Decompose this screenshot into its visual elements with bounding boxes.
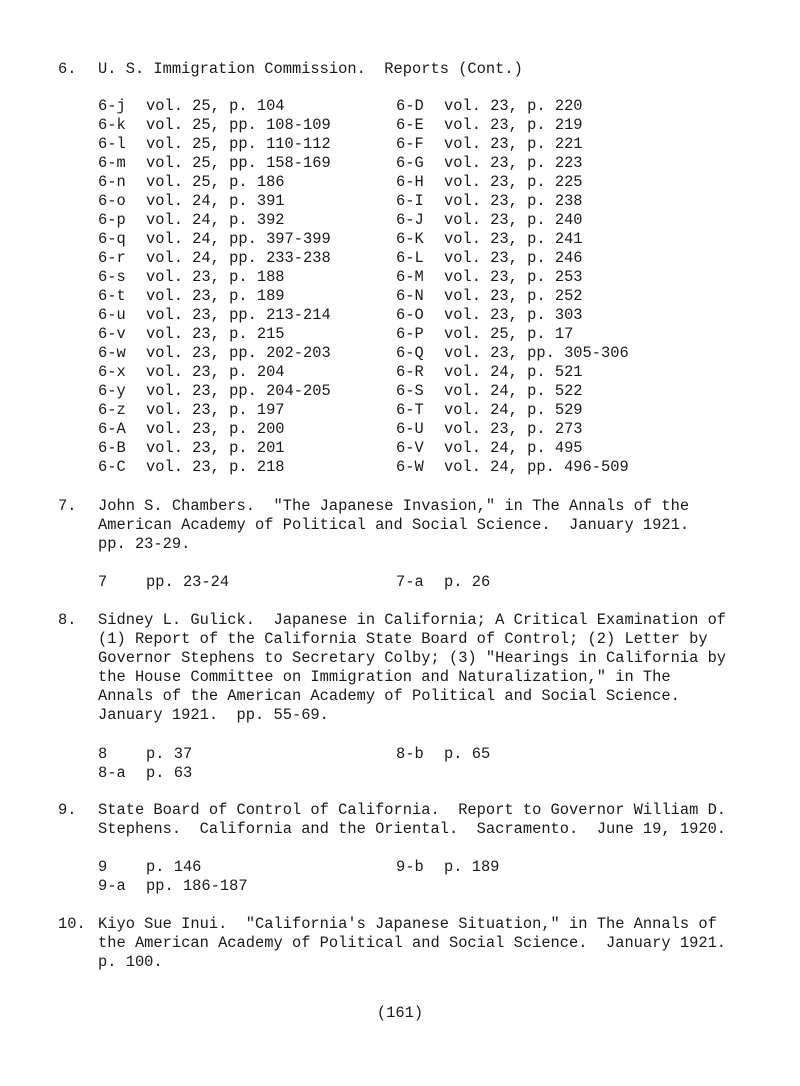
reference-column-right bbox=[396, 858, 499, 877]
reference-code: 6-u bbox=[98, 306, 126, 324]
reference-item bbox=[98, 249, 331, 268]
reference-code: 6-x bbox=[98, 363, 126, 381]
reference-code: 8 bbox=[98, 745, 108, 763]
reference-item bbox=[98, 325, 331, 344]
reference-location: vol. 23, p. 204 bbox=[146, 363, 285, 381]
reference-code: 6-N bbox=[396, 287, 424, 305]
reference-location: vol. 24, p. 391 bbox=[146, 192, 285, 210]
reference-code: 6-F bbox=[396, 135, 424, 153]
citation-line: (1) Report of the California State Board of Control; (2) Letter by bbox=[98, 630, 708, 648]
reference-location: vol. 23, p. 273 bbox=[444, 420, 583, 438]
citation-line: John S. Chambers. "The Japanese Invasion," in The Annals of the bbox=[98, 497, 690, 515]
reference-item bbox=[98, 745, 192, 764]
reference-location: vol. 23, p. 241 bbox=[444, 230, 583, 248]
reference-item bbox=[98, 97, 331, 116]
reference-item bbox=[98, 211, 331, 230]
reference-code: 6-E bbox=[396, 116, 424, 134]
entry-number: 8. bbox=[58, 611, 77, 629]
reference-item bbox=[396, 439, 629, 458]
reference-code: 8-b bbox=[396, 745, 424, 763]
reference-item bbox=[98, 363, 331, 382]
reference-item bbox=[396, 268, 629, 287]
reference-item bbox=[396, 458, 629, 477]
reference-code: 6-D bbox=[396, 97, 424, 115]
reference-item bbox=[396, 382, 629, 401]
citation-line: p. 100. bbox=[98, 953, 163, 971]
reference-code: 6-p bbox=[98, 211, 126, 229]
reference-location: vol. 23, pp. 204-205 bbox=[146, 382, 331, 400]
reference-item bbox=[396, 363, 629, 382]
reference-code: 6-S bbox=[396, 382, 424, 400]
reference-code: 6-v bbox=[98, 325, 126, 343]
reference-location: vol. 23, p. 221 bbox=[444, 135, 583, 153]
reference-code: 6-q bbox=[98, 230, 126, 248]
reference-code: 6-s bbox=[98, 268, 126, 286]
reference-item bbox=[98, 401, 331, 420]
citation-line: the House Committee on Immigration and Naturalization," in The bbox=[98, 668, 671, 686]
reference-location: vol. 23, p. 223 bbox=[444, 154, 583, 172]
reference-location: vol. 23, p. 189 bbox=[146, 287, 285, 305]
reference-location: vol. 23, p. 200 bbox=[146, 420, 285, 438]
reference-item bbox=[396, 287, 629, 306]
reference-item bbox=[396, 97, 629, 116]
citation-line: American Academy of Political and Social Science. January 1921. bbox=[98, 516, 690, 534]
reference-item bbox=[396, 306, 629, 325]
reference-item bbox=[396, 211, 629, 230]
reference-item bbox=[396, 344, 629, 363]
reference-location: vol. 23, p. 252 bbox=[444, 287, 583, 305]
reference-code: 7-a bbox=[396, 573, 424, 591]
reference-column-right bbox=[396, 745, 490, 764]
reference-code: 6-T bbox=[396, 401, 424, 419]
reference-column-left bbox=[98, 573, 229, 592]
reference-location: p. 26 bbox=[444, 573, 491, 591]
reference-code: 6-V bbox=[396, 439, 424, 457]
reference-code: 6-m bbox=[98, 154, 126, 172]
reference-code: 6-O bbox=[396, 306, 424, 324]
entry-citation bbox=[98, 60, 768, 79]
reference-location: vol. 24, pp. 397-399 bbox=[146, 230, 331, 248]
reference-item bbox=[396, 325, 629, 344]
reference-code: 6-w bbox=[98, 344, 126, 362]
entry-9-references bbox=[98, 858, 738, 896]
reference-location: p. 37 bbox=[146, 745, 193, 763]
reference-item bbox=[98, 573, 229, 592]
reference-item bbox=[396, 154, 629, 173]
entry-8-references bbox=[98, 745, 738, 783]
entry-citation bbox=[98, 611, 768, 725]
reference-item bbox=[98, 344, 331, 363]
citation-line: Stephens. California and the Oriental. Sacramento. June 19, 1920. bbox=[98, 820, 727, 838]
reference-location: vol. 23, p. 303 bbox=[444, 306, 583, 324]
citation-line: Annals of the American Academy of Political and Social Science. bbox=[98, 687, 680, 705]
entry-citation bbox=[98, 497, 768, 554]
entry-number: 10. bbox=[58, 915, 86, 933]
reference-location: vol. 25, pp. 158-169 bbox=[146, 154, 331, 172]
reference-code: 6-L bbox=[396, 249, 424, 267]
reference-code: 9 bbox=[98, 858, 108, 876]
reference-location: p. 189 bbox=[444, 858, 500, 876]
reference-item bbox=[396, 858, 499, 877]
reference-location: vol. 23, p. 225 bbox=[444, 173, 583, 191]
reference-item bbox=[98, 268, 331, 287]
reference-code: 6-r bbox=[98, 249, 126, 267]
reference-location: vol. 24, p. 529 bbox=[444, 401, 583, 419]
reference-location: vol. 25, p. 104 bbox=[146, 97, 285, 115]
reference-location: vol. 25, p. 17 bbox=[444, 325, 574, 343]
reference-location: vol. 24, pp. 233-238 bbox=[146, 249, 331, 267]
entry-7-references bbox=[98, 573, 738, 592]
reference-location: vol. 23, p. 197 bbox=[146, 401, 285, 419]
entry-citation bbox=[98, 915, 768, 972]
citation-line: Kiyo Sue Inui. "California's Japanese Situation," in The Annals of bbox=[98, 915, 717, 933]
reference-item bbox=[396, 116, 629, 135]
reference-code: 6-z bbox=[98, 401, 126, 419]
reference-item bbox=[396, 573, 490, 592]
reference-location: pp. 23-24 bbox=[146, 573, 230, 591]
reference-code: 8-a bbox=[98, 764, 126, 782]
reference-location: vol. 25, pp. 108-109 bbox=[146, 116, 331, 134]
reference-code: 6-H bbox=[396, 173, 424, 191]
reference-item bbox=[396, 249, 629, 268]
reference-location: vol. 24, pp. 496-509 bbox=[444, 458, 629, 476]
reference-code: 6-y bbox=[98, 382, 126, 400]
reference-code: 6-R bbox=[396, 363, 424, 381]
reference-item bbox=[98, 877, 248, 896]
reference-location: vol. 23, p. 238 bbox=[444, 192, 583, 210]
reference-item bbox=[98, 439, 331, 458]
reference-location: vol. 25, pp. 110-112 bbox=[146, 135, 331, 153]
reference-location: vol. 23, pp. 202-203 bbox=[146, 344, 331, 362]
reference-item bbox=[396, 173, 629, 192]
reference-location: vol. 23, pp. 213-214 bbox=[146, 306, 331, 324]
reference-location: vol. 24, p. 495 bbox=[444, 439, 583, 457]
reference-location: vol. 23, p. 240 bbox=[444, 211, 583, 229]
citation-line: Sidney L. Gulick. Japanese in California; A Critical Examination of bbox=[98, 611, 727, 629]
reference-code: 6-J bbox=[396, 211, 424, 229]
reference-item bbox=[98, 764, 192, 783]
reference-item bbox=[396, 135, 629, 154]
reference-location: vol. 24, p. 522 bbox=[444, 382, 583, 400]
reference-location: vol. 23, p. 246 bbox=[444, 249, 583, 267]
page-number: (161) bbox=[376, 1004, 424, 1022]
reference-column-left bbox=[98, 745, 192, 783]
reference-location: p. 63 bbox=[146, 764, 193, 782]
reference-location: vol. 23, pp. 305-306 bbox=[444, 344, 629, 362]
reference-code: 6-W bbox=[396, 458, 424, 476]
reference-item bbox=[98, 173, 331, 192]
reference-item bbox=[98, 154, 331, 173]
reference-location: p. 65 bbox=[444, 745, 491, 763]
reference-item bbox=[98, 230, 331, 249]
reference-location: p. 146 bbox=[146, 858, 202, 876]
entry-number: 7. bbox=[58, 497, 77, 515]
citation-line: January 1921. pp. 55-69. bbox=[98, 706, 329, 724]
reference-item bbox=[396, 401, 629, 420]
reference-code: 6-B bbox=[98, 439, 126, 457]
reference-location: vol. 23, p. 188 bbox=[146, 268, 285, 286]
reference-item bbox=[98, 458, 331, 477]
reference-item bbox=[396, 420, 629, 439]
reference-code: 6-U bbox=[396, 420, 424, 438]
entry-citation bbox=[98, 801, 768, 839]
reference-code: 7 bbox=[98, 573, 108, 591]
reference-code: 6-k bbox=[98, 116, 126, 134]
reference-code: 6-C bbox=[98, 458, 126, 476]
reference-location: vol. 23, p. 218 bbox=[146, 458, 285, 476]
reference-location: vol. 23, p. 219 bbox=[444, 116, 583, 134]
reference-column-right bbox=[396, 97, 629, 477]
reference-item bbox=[396, 230, 629, 249]
reference-location: vol. 25, p. 186 bbox=[146, 173, 285, 191]
reference-code: 6-P bbox=[396, 325, 424, 343]
citation-line: pp. 23-29. bbox=[98, 535, 191, 553]
reference-code: 6-Q bbox=[396, 344, 424, 362]
reference-code: 6-G bbox=[396, 154, 424, 172]
citation-line: the American Academy of Political and Social Science. January 1921. bbox=[98, 934, 727, 952]
reference-item bbox=[98, 858, 248, 877]
citation-line: Governor Stephens to Secretary Colby; (3) "Hearings in California by bbox=[98, 649, 727, 667]
reference-column-left bbox=[98, 97, 331, 477]
citation-line: U. S. Immigration Commission. Reports (Cont.) bbox=[98, 60, 523, 78]
reference-item bbox=[98, 192, 331, 211]
reference-code: 6-t bbox=[98, 287, 126, 305]
reference-location: pp. 186-187 bbox=[146, 877, 248, 895]
reference-column-left bbox=[98, 858, 248, 896]
reference-location: vol. 24, p. 521 bbox=[444, 363, 583, 381]
reference-item bbox=[98, 382, 331, 401]
reference-location: vol. 23, p. 220 bbox=[444, 97, 583, 115]
entry-number: 6. bbox=[58, 60, 77, 78]
reference-code: 6-o bbox=[98, 192, 126, 210]
reference-item bbox=[98, 135, 331, 154]
reference-item bbox=[396, 192, 629, 211]
reference-location: vol. 24, p. 392 bbox=[146, 211, 285, 229]
entry-number: 9. bbox=[58, 801, 77, 819]
reference-code: 9-b bbox=[396, 858, 424, 876]
entry-6-references bbox=[98, 97, 738, 477]
citation-line: State Board of Control of California. Report to Governor William D. bbox=[98, 801, 727, 819]
reference-item bbox=[98, 420, 331, 439]
reference-code: 6-l bbox=[98, 135, 126, 153]
reference-item bbox=[98, 287, 331, 306]
reference-code: 6-K bbox=[396, 230, 424, 248]
reference-location: vol. 23, p. 201 bbox=[146, 439, 285, 457]
reference-code: 6-I bbox=[396, 192, 424, 210]
reference-code: 6-n bbox=[98, 173, 126, 191]
reference-code: 6-j bbox=[98, 97, 126, 115]
reference-code: 6-M bbox=[396, 268, 424, 286]
reference-item bbox=[396, 745, 490, 764]
reference-location: vol. 23, p. 253 bbox=[444, 268, 583, 286]
reference-code: 9-a bbox=[98, 877, 126, 895]
reference-item bbox=[98, 116, 331, 135]
reference-column-right bbox=[396, 573, 490, 592]
reference-item bbox=[98, 306, 331, 325]
reference-location: vol. 23, p. 215 bbox=[146, 325, 285, 343]
reference-code: 6-A bbox=[98, 420, 126, 438]
